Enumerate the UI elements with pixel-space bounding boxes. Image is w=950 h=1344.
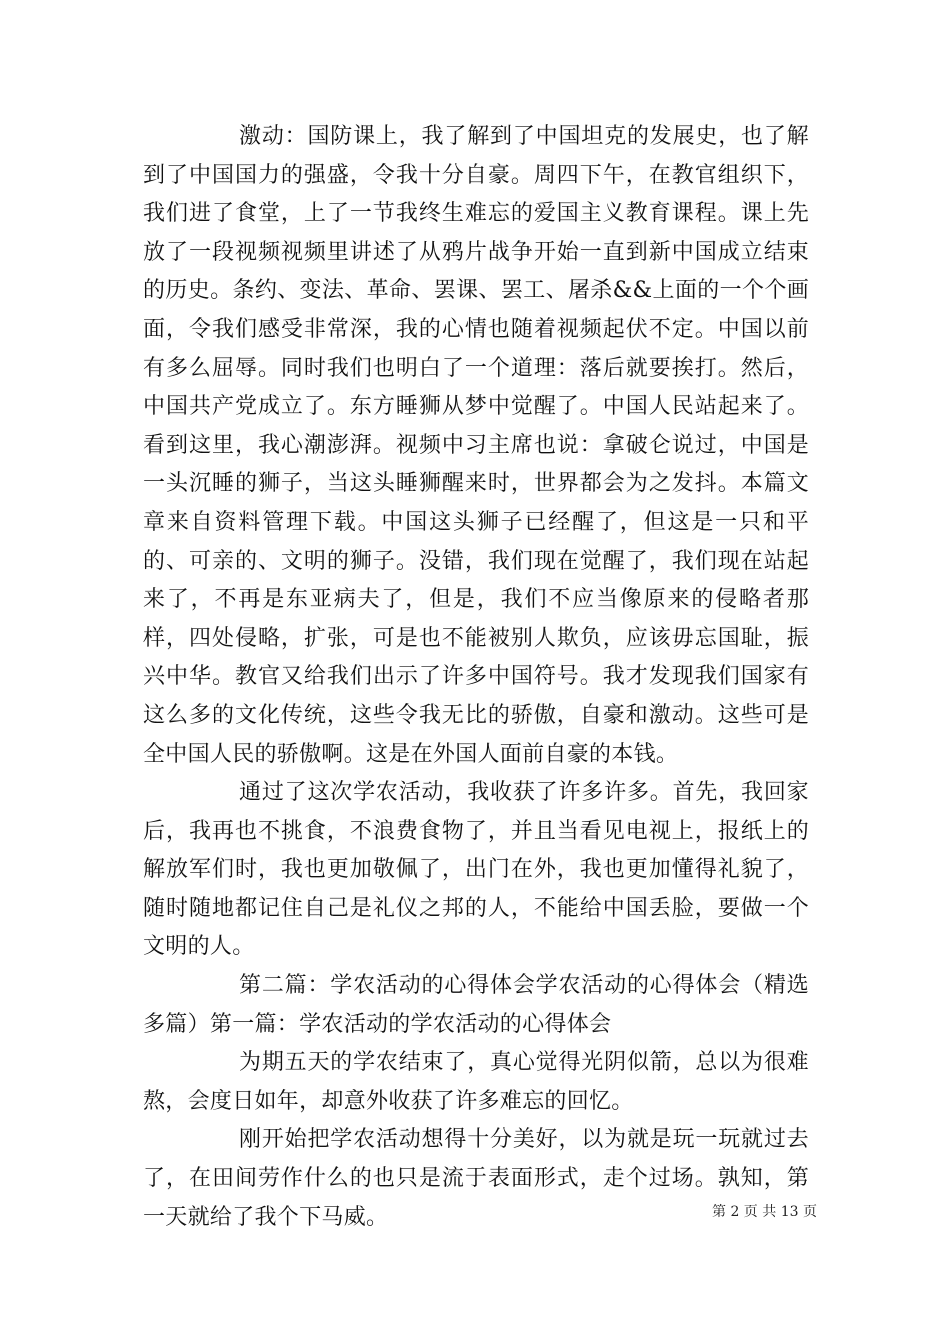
paragraph-harvest: 通过了这次学农活动，我收获了许多许多。首先，我回家后，我再也不挑食，不浪费食物了，并且当看见电视上，报纸上的解放军们时，我也更加敬佩了，出门在外，我也更加懂得礼貌了，随时随地都记住自己是礼仪之邦的人，不能给中国丢脸，要做一个文明的人。	[143, 780, 809, 960]
page-number-footer: 第 2 页 共 13 页	[712, 1204, 817, 1220]
paragraph-first-day: 刚开始把学农活动想得十分美好，以为就是玩一玩就过去了，在田间劳作什么的也只是流于表面形式，走个过场。孰知，第一天就给了我个下马威。	[143, 1127, 809, 1230]
paragraph-section-heading: 第二篇：学农活动的心得体会学农活动的心得体会（精选多篇）第一篇：学农活动的学农活动的心得体会	[143, 973, 809, 1037]
paragraph-national-defense: 激动：国防课上，我了解到了中国坦克的发展史，也了解到了中国国力的强盛，令我十分自豪。周四下午，在教官组织下，我们进了食堂，上了一节我终生难忘的爱国主义教育课程。课上先放了一段视频视频里讲述了从鸦片战争开始一直到新中国成立结束的历史。条约、变法、革命、罢课、罢工、屠杀&&上面的一个个画面，令我们感受非常深，我的心情也随着视频起伏不定。中国以前有多么屈辱。同时我们也明白了一个道理：落后就要挨打。然后，中国共产党成立了。东方睡狮从梦中觉醒了。中国人民站起来了。看到这里，我心潮澎湃。视频中习主席也说：拿破仑说过，中国是一头沉睡的狮子，当这头睡狮醒来时，世界都会为之发抖。本篇文章来自资料管理下载。中国这头狮子已经醒了，但这是一只和平的、可亲的、文明的狮子。没错，我们现在觉醒了，我们现在站起来了，不再是东亚病夫了，但是，我们不应当像原来的侵略者那样，四处侵略，扩张，可是也不能被别人欺负，应该毋忘国耻，振兴中华。教官又给我们出示了许多中国符号。我才发现我们国家有这么多的文化传统，这些令我无比的骄傲，自豪和激动。这些可是全中国人民的骄傲啊。这是在外国人面前自豪的本钱。	[143, 124, 809, 767]
paragraph-five-days: 为期五天的学农结束了，真心觉得光阴似箭，总以为很难熬，会度日如年，却意外收获了许多难忘的回忆。	[143, 1050, 809, 1114]
document-body	[143, 118, 809, 1237]
